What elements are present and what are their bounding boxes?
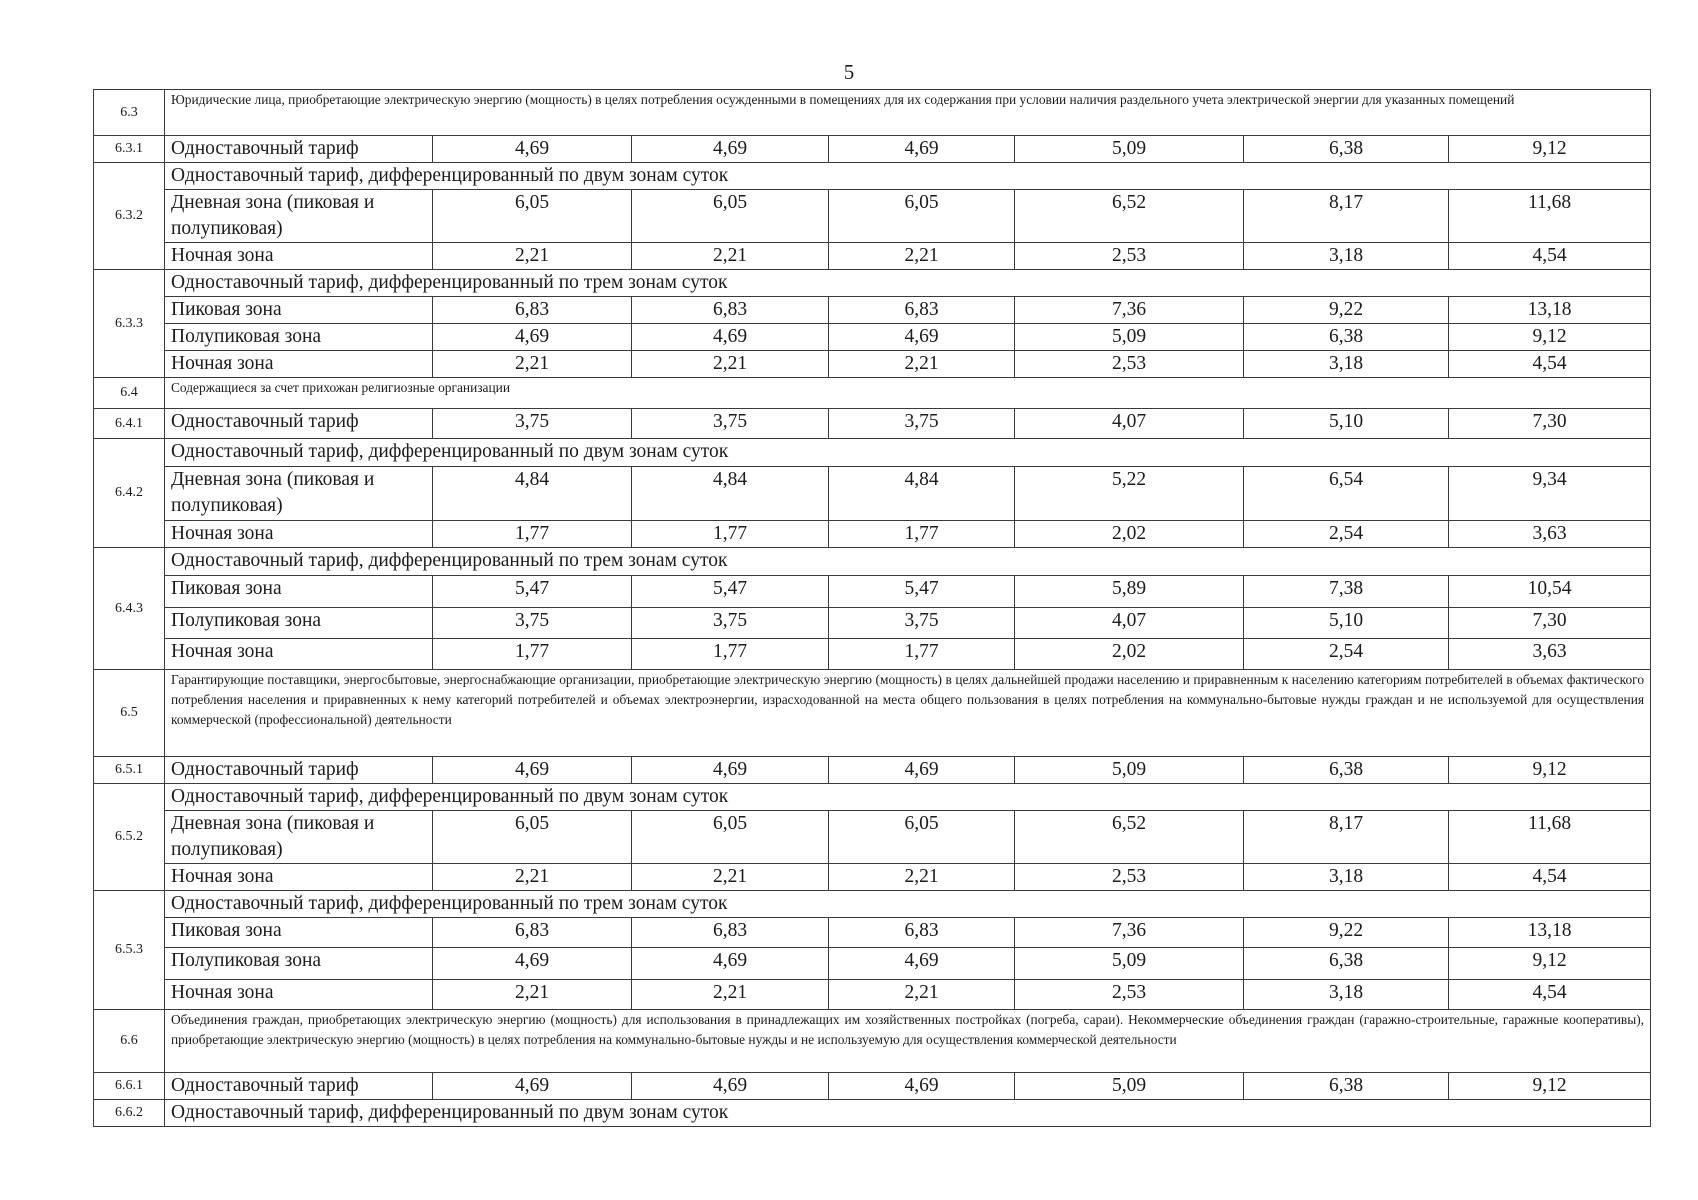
tariff-value: 6,38 [1244, 1073, 1449, 1100]
tariff-value: 4,54 [1449, 980, 1651, 1010]
tariff-value: 9,12 [1449, 948, 1651, 980]
tariff-value: 3,18 [1244, 351, 1449, 378]
tariff-value: 4,69 [632, 757, 829, 784]
table-row [94, 980, 1651, 1010]
tariff-value: 1,77 [829, 521, 1015, 548]
tariff-value: 6,38 [1244, 948, 1449, 980]
tariff-value: 2,54 [1244, 521, 1449, 548]
table-row [94, 351, 1651, 378]
tariff-label: Ночная зона [165, 351, 433, 378]
tariff-value: 4,69 [433, 1073, 632, 1100]
table-row [94, 864, 1651, 891]
tariff-value: 2,21 [829, 864, 1015, 891]
page-number: 5 [843, 60, 855, 84]
tariff-label: Одноставочный тариф [165, 136, 433, 163]
tariff-label: Дневная зона (пиковая и полупиковая) [165, 811, 433, 864]
tariff-label: Одноставочный тариф [165, 1073, 433, 1100]
section-description: Гарантирующие поставщики, энергосбытовые, энергоснабжающие организации, приобретающие электрическую энергию (мощность) в целях дальнейшей продажи населению и приравненным к населению категориям потребителей в объемах фактического потребления населения и приравненных к нему категорий потребителей и объемах электроэнергии, израсходованной на места общего пользования в целях потребления на коммунально-бытовые нужды граждан и не используемой для осуществления коммерческой (профессиональной) деятельности [165, 670, 1651, 757]
tariff-value: 4,69 [829, 324, 1015, 351]
tariff-value: 2,02 [1015, 521, 1244, 548]
table-row [94, 918, 1651, 948]
tariff-value: 4,84 [433, 467, 632, 521]
tariff-label: Одноставочный тариф [165, 757, 433, 784]
tariff-label: Полупиковая зона [165, 324, 433, 351]
tariff-value: 4,54 [1449, 351, 1651, 378]
tariff-label: Дневная зона (пиковая и полупиковая) [165, 190, 433, 243]
tariff-value: 11,68 [1449, 811, 1651, 864]
tariff-value: 3,75 [829, 608, 1015, 639]
tariff-value: 4,07 [1015, 409, 1244, 439]
tariff-value: 2,21 [829, 243, 1015, 270]
subsection-title: Одноставочный тариф, дифференцированный по трем зонам суток [165, 270, 1651, 297]
table-row [94, 1073, 1651, 1100]
tariff-label: Полупиковая зона [165, 608, 433, 639]
table-row [94, 576, 1651, 608]
section-row [94, 670, 1651, 757]
tariff-value: 6,05 [433, 190, 632, 243]
row-code: 6.6.2 [94, 1100, 165, 1127]
tariff-value: 2,21 [829, 980, 1015, 1010]
tariff-value: 3,75 [632, 409, 829, 439]
tariff-value: 2,53 [1015, 351, 1244, 378]
tariff-value: 6,83 [632, 918, 829, 948]
subsection-row [94, 891, 1651, 918]
tariff-label: Одноставочный тариф [165, 409, 433, 439]
tariff-label: Полупиковая зона [165, 948, 433, 980]
tariff-value: 9,22 [1244, 918, 1449, 948]
tariff-value: 6,52 [1015, 811, 1244, 864]
tariff-value: 7,30 [1449, 409, 1651, 439]
table-row [94, 190, 1651, 243]
tariff-value: 5,09 [1015, 1073, 1244, 1100]
tariff-table [93, 89, 1651, 1127]
tariff-value: 6,83 [433, 297, 632, 324]
tariff-value: 11,68 [1449, 190, 1651, 243]
subsection-row [94, 548, 1651, 576]
tariff-value: 7,30 [1449, 608, 1651, 639]
tariff-value: 4,69 [433, 324, 632, 351]
subsection-title: Одноставочный тариф, дифференцированный по трем зонам суток [165, 548, 1651, 576]
tariff-value: 6,83 [829, 918, 1015, 948]
tariff-value: 6,83 [829, 297, 1015, 324]
subsection-title: Одноставочный тариф, дифференцированный по двум зонам суток [165, 1100, 1651, 1127]
row-code: 6.3.2 [94, 163, 165, 270]
tariff-value: 3,18 [1244, 243, 1449, 270]
tariff-value: 2,21 [433, 351, 632, 378]
tariff-value: 4,69 [829, 1073, 1015, 1100]
row-code: 6.5.2 [94, 784, 165, 891]
table-row [94, 521, 1651, 548]
tariff-value: 3,63 [1449, 521, 1651, 548]
tariff-value: 5,10 [1244, 608, 1449, 639]
tariff-value: 3,75 [433, 409, 632, 439]
tariff-value: 5,09 [1015, 136, 1244, 163]
section-description: Юридические лица, приобретающие электрическую энергию (мощность) в целях потребления осужденными в помещениях для их содержания при условии наличия раздельного учета электрической энергии для указанных помещений [165, 90, 1651, 136]
tariff-value: 6,38 [1244, 324, 1449, 351]
subsection-title: Одноставочный тариф, дифференцированный по двум зонам суток [165, 439, 1651, 467]
table-row [94, 409, 1651, 439]
tariff-value: 6,54 [1244, 467, 1449, 521]
tariff-value: 4,54 [1449, 864, 1651, 891]
section-description: Содержащиеся за счет прихожан религиозные организации [165, 378, 1651, 409]
tariff-value: 4,69 [632, 1073, 829, 1100]
row-code: 6.4.2 [94, 439, 165, 548]
tariff-value: 9,12 [1449, 324, 1651, 351]
row-code: 6.4.3 [94, 548, 165, 670]
tariff-value: 5,47 [433, 576, 632, 608]
table-row [94, 639, 1651, 670]
tariff-value: 3,75 [632, 608, 829, 639]
tariff-value: 6,38 [1244, 757, 1449, 784]
tariff-value: 2,21 [632, 351, 829, 378]
tariff-value: 6,05 [632, 811, 829, 864]
tariff-value: 9,12 [1449, 1073, 1651, 1100]
row-code: 6.5.3 [94, 891, 165, 1010]
tariff-value: 2,21 [632, 864, 829, 891]
subsection-title: Одноставочный тариф, дифференцированный по трем зонам суток [165, 891, 1651, 918]
tariff-value: 1,77 [433, 639, 632, 670]
tariff-value: 6,05 [632, 190, 829, 243]
tariff-value: 7,36 [1015, 297, 1244, 324]
tariff-value: 2,53 [1015, 864, 1244, 891]
subsection-title: Одноставочный тариф, дифференцированный по двум зонам суток [165, 784, 1651, 811]
tariff-value: 6,83 [433, 918, 632, 948]
tariff-value: 5,22 [1015, 467, 1244, 521]
tariff-value: 2,02 [1015, 639, 1244, 670]
row-code: 6.5.1 [94, 757, 165, 784]
tariff-value: 6,05 [433, 811, 632, 864]
tariff-value: 4,69 [829, 948, 1015, 980]
tariff-value: 10,54 [1449, 576, 1651, 608]
tariff-value: 1,77 [632, 521, 829, 548]
table-row [94, 324, 1651, 351]
tariff-value: 6,38 [1244, 136, 1449, 163]
tariff-value: 13,18 [1449, 918, 1651, 948]
subsection-row [94, 163, 1651, 190]
row-code: 6.3 [94, 90, 165, 136]
tariff-value: 5,47 [632, 576, 829, 608]
tariff-value: 3,75 [829, 409, 1015, 439]
tariff-label: Пиковая зона [165, 576, 433, 608]
tariff-value: 4,07 [1015, 608, 1244, 639]
subsection-row [94, 1100, 1651, 1127]
tariff-value: 5,09 [1015, 324, 1244, 351]
tariff-value: 4,69 [433, 757, 632, 784]
tariff-label: Ночная зона [165, 980, 433, 1010]
tariff-value: 4,69 [433, 136, 632, 163]
table-row [94, 467, 1651, 521]
tariff-value: 2,53 [1015, 243, 1244, 270]
tariff-value: 1,77 [632, 639, 829, 670]
table-row [94, 136, 1651, 163]
tariff-value: 4,84 [829, 467, 1015, 521]
tariff-value: 6,05 [829, 811, 1015, 864]
tariff-value: 9,22 [1244, 297, 1449, 324]
tariff-value: 4,84 [632, 467, 829, 521]
tariff-label: Ночная зона [165, 243, 433, 270]
tariff-value: 2,21 [632, 243, 829, 270]
tariff-value: 7,36 [1015, 918, 1244, 948]
row-code: 6.5 [94, 670, 165, 757]
subsection-row [94, 439, 1651, 467]
tariff-value: 6,52 [1015, 190, 1244, 243]
tariff-value: 3,63 [1449, 639, 1651, 670]
tariff-value: 8,17 [1244, 811, 1449, 864]
tariff-label: Дневная зона (пиковая и полупиковая) [165, 467, 433, 521]
tariff-value: 4,69 [632, 136, 829, 163]
tariff-value: 2,21 [433, 243, 632, 270]
tariff-label: Ночная зона [165, 521, 433, 548]
tariff-value: 2,53 [1015, 980, 1244, 1010]
tariff-value: 9,12 [1449, 757, 1651, 784]
section-row [94, 378, 1651, 409]
row-code: 6.4 [94, 378, 165, 409]
row-code: 6.3.3 [94, 270, 165, 378]
tariff-value: 5,09 [1015, 757, 1244, 784]
tariff-value: 3,18 [1244, 980, 1449, 1010]
tariff-value: 8,17 [1244, 190, 1449, 243]
tariff-value: 2,21 [433, 864, 632, 891]
tariff-value: 3,75 [433, 608, 632, 639]
section-description: Объединения граждан, приобретающих электрическую энергию (мощность) для использования в принадлежащих им хозяйственных постройках (погреба, сараи). Некоммерческие объединения граждан (гаражно-строительные, гаражные кооперативы), приобретающие электрическую энергию (мощность) в целях потребления на коммунально-бытовые нужды и не используемую для осуществления коммерческой деятельности [165, 1010, 1651, 1073]
tariff-value: 4,69 [632, 948, 829, 980]
tariff-value: 4,69 [433, 948, 632, 980]
row-code: 6.6.1 [94, 1073, 165, 1100]
tariff-value: 9,34 [1449, 467, 1651, 521]
table-row [94, 757, 1651, 784]
subsection-title: Одноставочный тариф, дифференцированный по двум зонам суток [165, 163, 1651, 190]
table-row [94, 811, 1651, 864]
tariff-value: 4,69 [829, 757, 1015, 784]
tariff-value: 6,83 [632, 297, 829, 324]
tariff-value: 4,69 [632, 324, 829, 351]
tariff-value: 7,38 [1244, 576, 1449, 608]
tariff-value: 9,12 [1449, 136, 1651, 163]
tariff-value: 2,21 [433, 980, 632, 1010]
tariff-value: 5,10 [1244, 409, 1449, 439]
tariff-value: 13,18 [1449, 297, 1651, 324]
section-row [94, 1010, 1651, 1073]
tariff-value: 1,77 [829, 639, 1015, 670]
tariff-value: 3,18 [1244, 864, 1449, 891]
subsection-row [94, 270, 1651, 297]
tariff-value: 4,54 [1449, 243, 1651, 270]
tariff-value: 2,21 [632, 980, 829, 1010]
table-row [94, 948, 1651, 980]
tariff-value: 2,21 [829, 351, 1015, 378]
row-code: 6.3.1 [94, 136, 165, 163]
tariff-value: 2,54 [1244, 639, 1449, 670]
table-row [94, 608, 1651, 639]
table-row [94, 297, 1651, 324]
row-code: 6.4.1 [94, 409, 165, 439]
section-row [94, 90, 1651, 136]
tariff-value: 6,05 [829, 190, 1015, 243]
tariff-label: Ночная зона [165, 639, 433, 670]
tariff-value: 1,77 [433, 521, 632, 548]
tariff-label: Пиковая зона [165, 297, 433, 324]
tariff-value: 5,89 [1015, 576, 1244, 608]
tariff-label: Пиковая зона [165, 918, 433, 948]
tariff-value: 5,47 [829, 576, 1015, 608]
row-code: 6.6 [94, 1010, 165, 1073]
subsection-row [94, 784, 1651, 811]
tariff-value: 5,09 [1015, 948, 1244, 980]
tariff-label: Ночная зона [165, 864, 433, 891]
table-row [94, 243, 1651, 270]
tariff-value: 4,69 [829, 136, 1015, 163]
